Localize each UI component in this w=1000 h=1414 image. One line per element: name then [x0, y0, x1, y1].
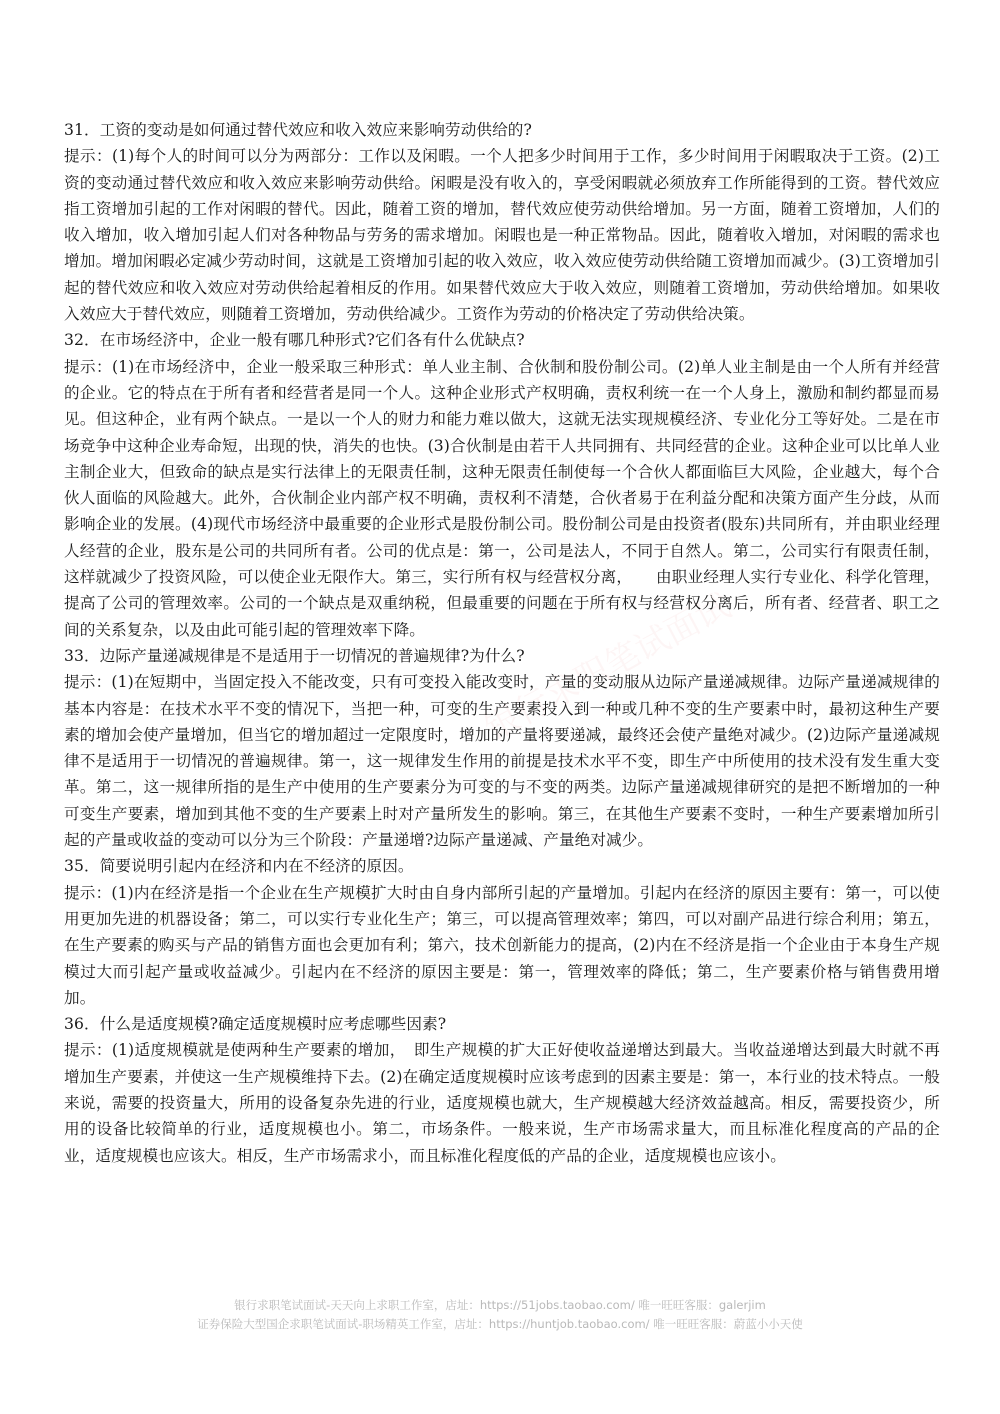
footer-line-2: 证券保险大型国企求职笔试面试-职场精英工作室，店址：https://huntjob.taobao.com/ 唯一旺旺客服：蔚蓝小小天使	[197, 1317, 803, 1331]
page-footer	[0, 1296, 1000, 1334]
question-33: 33．边际产量递减规律是不是适用于一切情况的普遍规律?为什么?	[64, 646, 525, 665]
question-32: 32．在市场经济中，企业一般有哪几种形式?它们各有什么优缺点?	[64, 331, 525, 350]
answer-32: 提示：(1)在市场经济中，企业一般采取三种形式：单人业主制、合伙制和股份制公司。(2)单人业主制是由一个人所有并经营的企业。它的特点在于所有者和经营者是同一个人。这种企业形式产权明确，责权利统一在一个人身上，激励和制约都显而易见。但这种企，业有两个缺点。一是以一个人的财力和能力难以做大，这就无法实现规模经济、专业化分工等好处。二是在市场竞争中这种企业寿命短，出现的快，消失的也快。(3)合伙制是由若干人共同拥有、共同经营的企业。这种企业可以比单人业主制企业大，但致命的缺点是实行法律上的无限责任制，这种无限责任制使每一个合伙人都面临巨大风险，企业越大，每个合伙人面临的风险越大。此外，合伙制企业内部产权不明确，责权利不清楚，合伙者易于在利益分配和决策方面产生分歧，从而影响企业的发展。(4)现代市场经济中最重要的企业形式是股份制公司。股份制公司是由投资者(股东)共同所有，并由职业经理人经营的企业，股东是公司的共同所有者。公司的优点是：第一，公司是法人，不同于自然人。第二，公司实行有限责任制，这样就减少了投资风险，可以使企业无限作大。第三，实行所有权与经营权分离， 由职业经理人实行专业化、科学化管理，提高了公司的管理效率。公司的一个缺点是双重纳税，但最重要的问题在于所有权与经营权分离后，所有者、经营者、职工之间的关系复杂，以及由此可能引起的管理效率下降。	[64, 357, 940, 639]
watermark: 银行求职笔试面试	[478, 586, 738, 750]
question-31: 31．工资的变动是如何通过替代效应和收入效应来影响劳动供给的?	[64, 121, 532, 139]
answer-36: 提示：(1)适度规模就是使两种生产要素的增加， 即生产规模的扩大正好使收益递增达到最大。当收益递增达到最大时就不再增加生产要素，并使这一生产规模维持下去。(2)在确定适度规模时应该考虑到的因素主要是：第一，本行业的技术特点。一般来说，需要的投资量大，所用的设备复杂先进的行业，适度规模也就大，生产规模越大经济效益越高。相反，需要投资少，所用的设备比较简单的行业，适度规模也小。第二，市场条件。一般来说，生产市场需求量大，而且标准化程度高的产品的企业，适度规模也应该大。相反，生产市场需求小，而且标准化程度低的产品的企业，适度规模也应该小。	[64, 1041, 940, 1165]
qa-item-35	[64, 853, 940, 1011]
question-36: 36．什么是适度规模?确定适度规模时应考虑哪些因素?	[64, 1015, 447, 1034]
qa-item-31	[64, 117, 940, 327]
question-35: 35．简要说明引起内在经济和内在不经济的原因。	[64, 857, 414, 876]
qa-item-33	[64, 643, 940, 853]
document-body	[64, 117, 940, 1169]
answer-31: 提示：(1)每个人的时间可以分为两部分：工作以及闲暇。一个人把多少时间用于工作，多少时间用于闲暇取决于工资。(2)工资的变动通过替代效应和收入效应来影响劳动供给。闲暇是没有收入的，享受闲暇就必须放弃工作所能得到的工资。替代效应指工资增加引起的工作对闲暇的替代。因此，随着工资的增加，替代效应使劳动供给增加。另一方面，随着工资增加，人们的收入增加，收入增加引起人们对各种物品与劳务的需求增加。闲暇也是一种正常物品。因此，随着收入增加，对闲暇的需求也增加。增加闲暇必定减少劳动时间，这就是工资增加引起的收入效应，收入效应使劳动供给随工资增加而减少。(3)工资增加引起的替代效应和收入效应对劳动供给起着相反的作用。如果替代效应大于收入效应，则随着工资增加，劳动供给增加。如果收入效应大于替代效应，则随着工资增加，劳动供给减少。工资作为劳动的价格决定了劳动供给决策。	[64, 147, 940, 324]
answer-35: 提示：(1)内在经济是指一个企业在生产规模扩大时由自身内部所引起的产量增加。引起内在经济的原因主要有：第一，可以使用更加先进的机器设备；第二，可以实行专业化生产；第三，可以提高管理效率；第四，可以对副产品进行综合利用；第五，在生产要素的购买与产品的销售方面也会更加有利；第六，技术创新能力的提高，(2)内在不经济是指一个企业由于本身生产规模过大而引起产量或收益减少。引起内在不经济的原因主要是：第一，管理效率的降低；第二，生产要素价格与销售费用增加。	[64, 883, 940, 1007]
qa-item-32	[64, 327, 940, 643]
qa-item-36	[64, 1011, 940, 1169]
footer-line-1: 银行求职笔试面试-天天向上求职工作室，店址：https://51jobs.taobao.com/ 唯一旺旺客服：galerjim	[234, 1298, 766, 1312]
answer-33: 提示：(1)在短期中，当固定投入不能改变，只有可变投入能改变时，产量的变动服从边际产量递减规律。边际产量递减规律的基本内容是：在技术水平不变的情况下，当把一种，可变的生产要素投入到一种或几种不变的生产要素中时，最初这种生产要素的增加会使产量增加，但当它的增加超过一定限度时，增加的产量将要递减，最终还会使产量绝对减少。(2)边际产量递减规律不是适用于一切情况的普遍规律。第一，这一规律发生作用的前提是技术水平不变，即生产中所使用的技术没有发生重大变革。第二，这一规律所指的是生产中使用的生产要素分为可变的与不变的两类。边际产量递减规律研究的是把不断增加的一种可变生产要素，增加到其他不变的生产要素上时对产量所发生的影响。第三，在其他生产要素不变时，一种生产要素增加所引起的产量或收益的变动可以分为三个阶段：产量递增?边际产量递减、产量绝对减少。	[64, 673, 940, 850]
